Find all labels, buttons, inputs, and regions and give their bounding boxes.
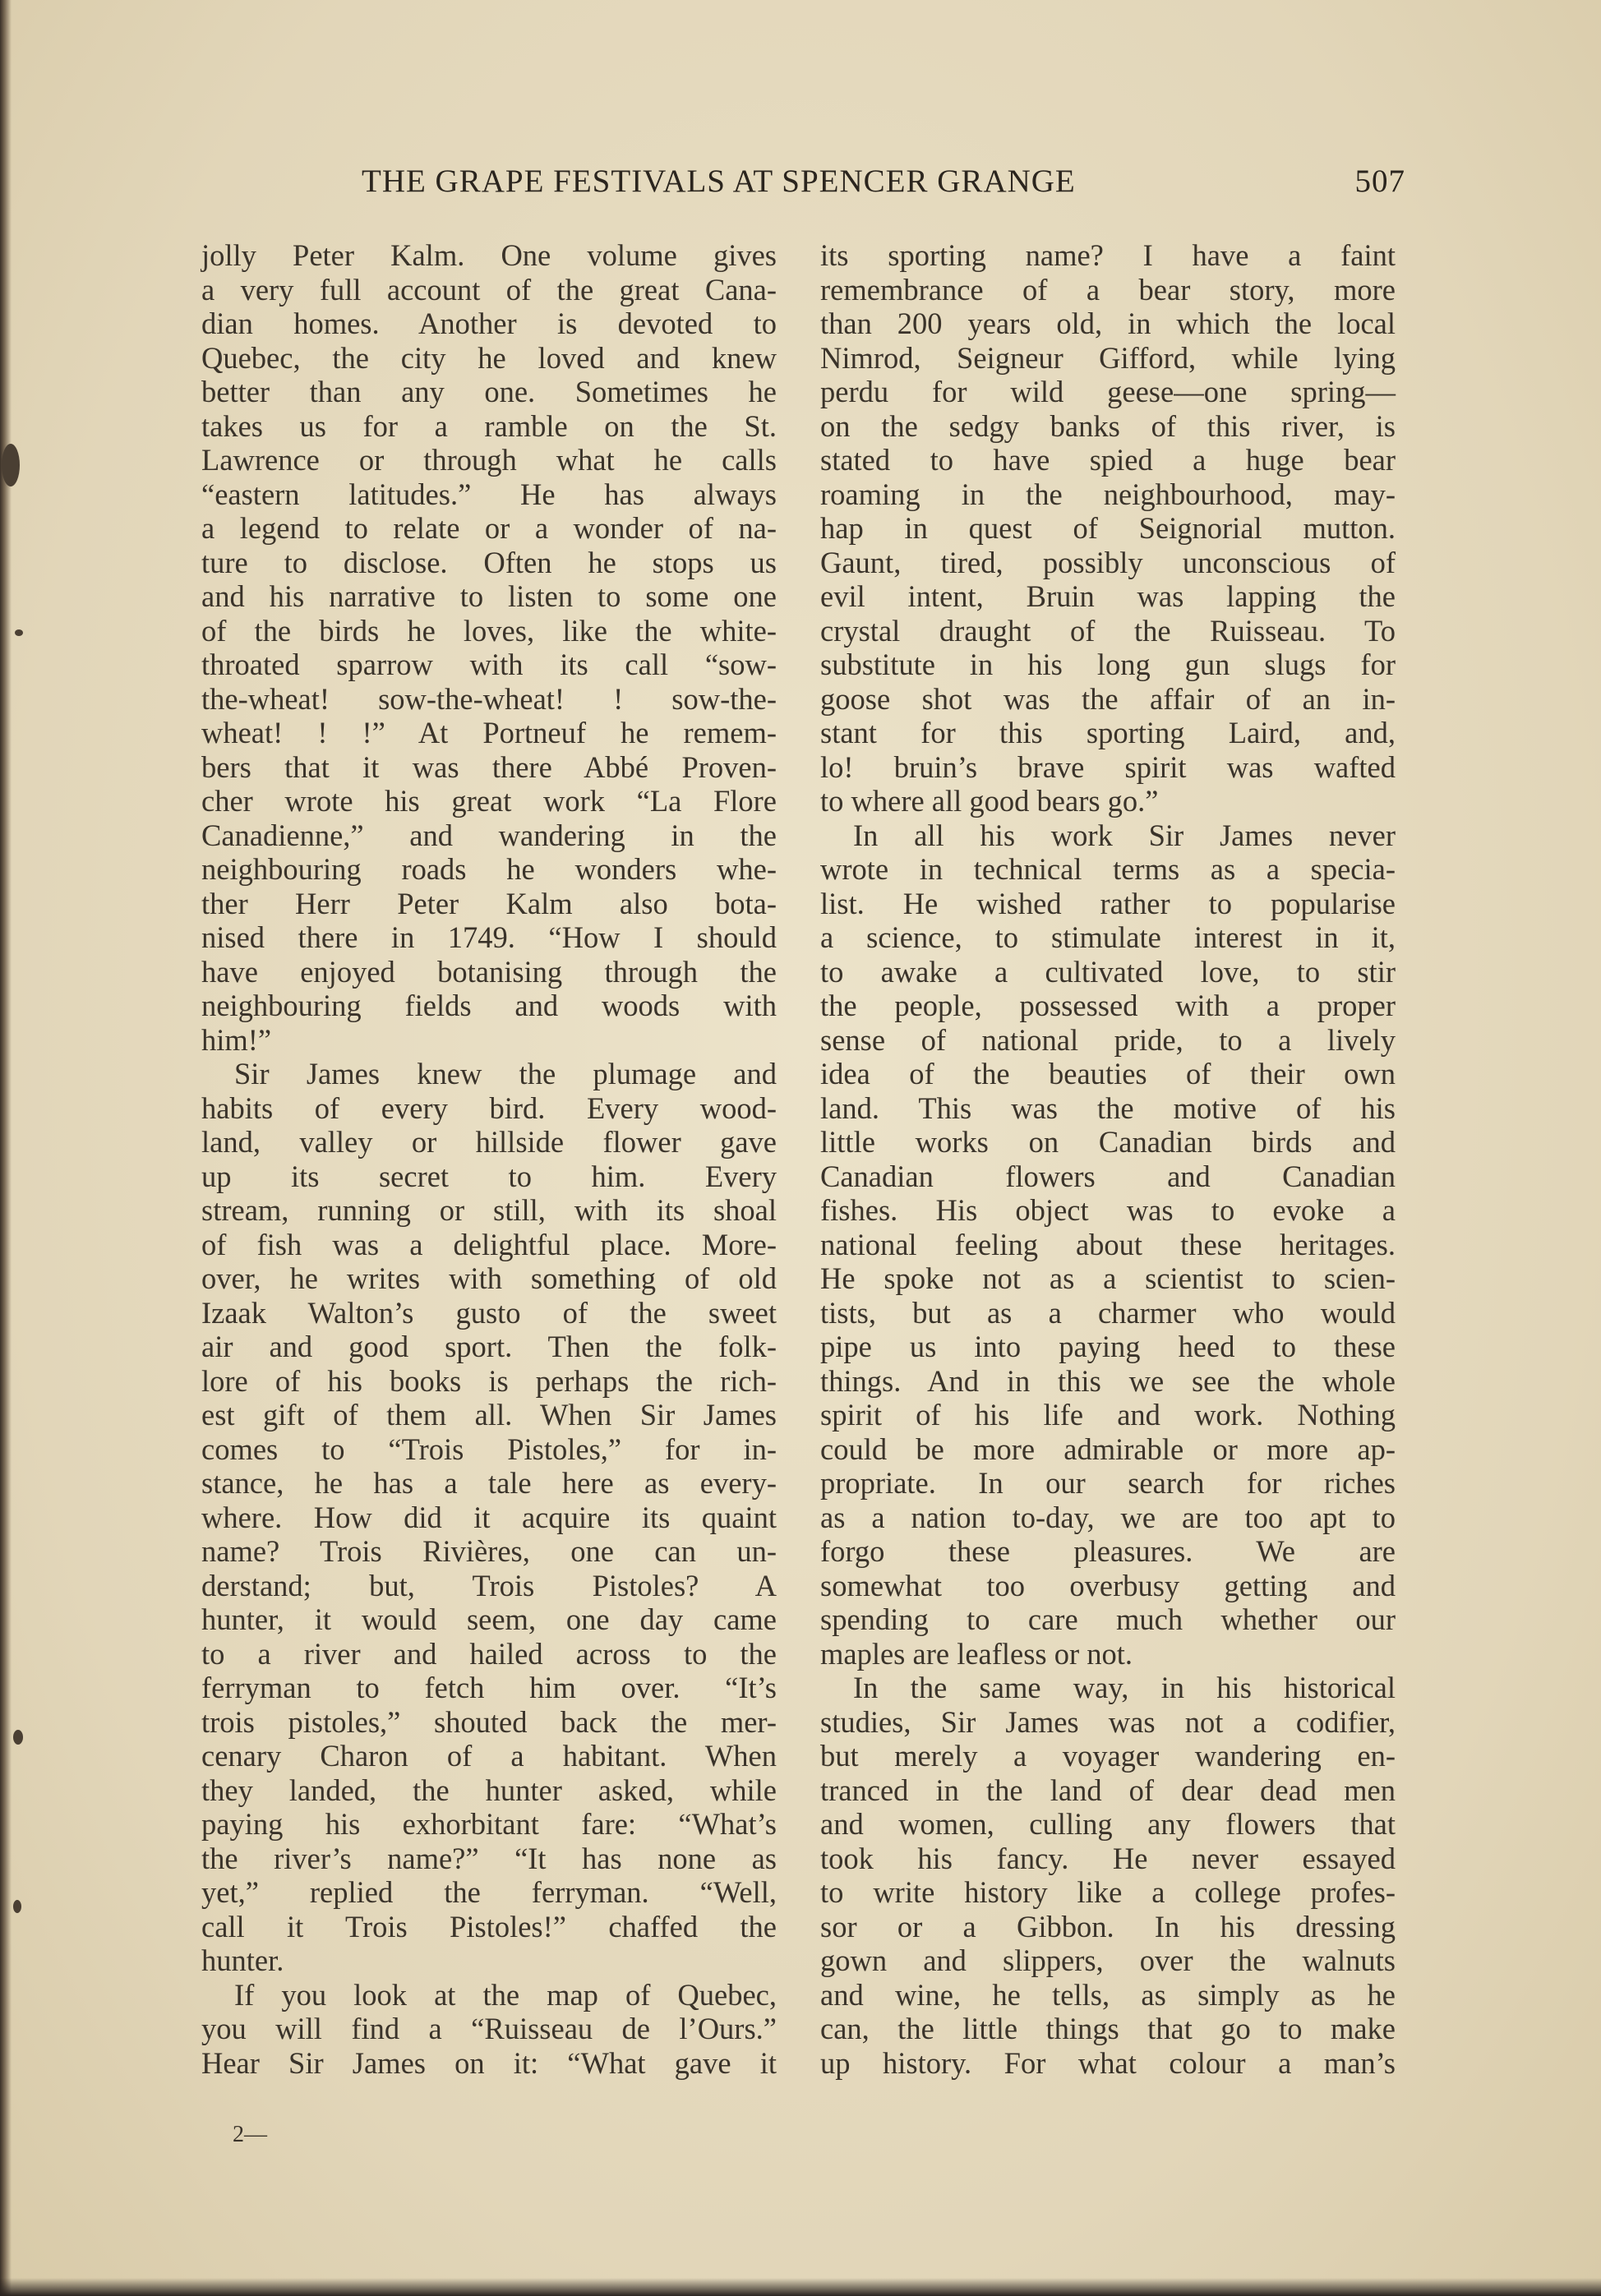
- text-line: to a river and hailed across to the: [201, 1636, 777, 1671]
- text-line: cher wrote his great work “La Flore: [201, 784, 777, 818]
- text-line: the-wheat! sow-the-wheat! ! sow-the-: [201, 681, 777, 716]
- text-line: somewhat too overbusy getting and: [820, 1568, 1396, 1602]
- text-line: Canadienne,” and wandering in the: [201, 818, 777, 852]
- text-line: Nimrod, Seigneur Gifford, while lying: [820, 340, 1396, 375]
- text-line: perdu for wild geese—one spring—: [820, 375, 1396, 408]
- text-line: to where all good bears go.”: [820, 784, 1159, 818]
- text-line: tists, but as a charmer who would: [820, 1295, 1396, 1330]
- text-line: national feeling about these heritages.: [820, 1227, 1396, 1261]
- ink-blot: [2, 444, 20, 486]
- text-line: things. And in this we see the whole: [820, 1363, 1396, 1398]
- text-line: better than any one. Sometimes he: [201, 375, 777, 408]
- text-line: can, the little things that go to make: [820, 2012, 1396, 2045]
- right-column: [820, 238, 1396, 2080]
- text-line: substitute in his long gun slugs for: [820, 648, 1396, 681]
- text-line: spending to care much whether our: [820, 1602, 1396, 1636]
- text-line: could be more admirable or more ap-: [820, 1432, 1396, 1466]
- text-line: to write history like a college profes-: [820, 1875, 1396, 1909]
- text-line: lo! bruin’s brave spirit was wafted: [820, 749, 1396, 784]
- text-line: the river’s name?” “It has none as: [201, 1841, 777, 1875]
- text-line: remembrance of a bear story, more: [820, 272, 1396, 307]
- running-title: THE GRAPE FESTIVALS AT SPENCER GRANGE: [362, 164, 1076, 199]
- text-line: Lawrence or through what he calls: [201, 443, 777, 477]
- text-line: have enjoyed botanising through the: [201, 954, 777, 989]
- text-line: Quebec, the city he loved and knew: [201, 340, 777, 375]
- text-line: bers that it was there Abbé Proven-: [201, 749, 777, 784]
- text-line: jolly Peter Kalm. One volume gives: [201, 238, 777, 272]
- text-line: yet,” replied the ferryman. “Well,: [201, 1875, 777, 1909]
- text-line: In all his work Sir James never: [853, 818, 1396, 852]
- text-line: Gaunt, tired, possibly unconscious of: [820, 545, 1396, 579]
- text-line: neighbouring fields and woods with: [201, 989, 777, 1022]
- text-line: little works on Canadian birds and: [820, 1125, 1396, 1159]
- text-line: wheat! ! !” At Portneuf he remem-: [201, 716, 777, 749]
- ink-spot: [13, 1730, 23, 1745]
- text-line: crystal draught of the Ruisseau. To: [820, 613, 1396, 648]
- text-line: and his narrative to listen to some one: [201, 579, 777, 613]
- left-column: [201, 238, 777, 2080]
- text-line: stant for this sporting Laird, and,: [820, 716, 1396, 749]
- text-line: a science, to stimulate interest in it,: [820, 920, 1396, 954]
- text-line: Canadian flowers and Canadian: [820, 1159, 1396, 1193]
- running-head: [362, 163, 1405, 212]
- page-number: 507: [1354, 164, 1405, 199]
- text-line: of the birds he loves, like the white-: [201, 613, 777, 648]
- text-line: If you look at the map of Quebec,: [234, 1977, 777, 2012]
- text-line: roaming in the neighbourhood, may-: [820, 477, 1396, 511]
- text-line: In the same way, in his historical: [853, 1671, 1396, 1704]
- text-line: name? Trois Rivières, one can un-: [201, 1534, 777, 1568]
- text-line: of fish was a delightful place. More-: [201, 1227, 777, 1261]
- text-line: paying his exhorbitant fare: “What’s: [201, 1807, 777, 1841]
- text-line: comes to “Trois Pistoles,” for in-: [201, 1432, 777, 1466]
- text-line: up its secret to him. Every: [201, 1159, 777, 1193]
- text-line: him!”: [201, 1022, 272, 1057]
- text-line: hap in quest of Seignorial mutton.: [820, 511, 1396, 545]
- text-line: nised there in 1749. “How I should: [201, 920, 777, 954]
- text-line: maples are leafless or not.: [820, 1636, 1133, 1671]
- text-line: the people, possessed with a proper: [820, 989, 1396, 1022]
- text-line: sor or a Gibbon. In his dressing: [820, 1909, 1396, 1943]
- text-line: stream, running or still, with its shoal: [201, 1193, 777, 1227]
- text-line: Izaak Walton’s gusto of the sweet: [201, 1295, 777, 1330]
- text-line: and women, culling any flowers that: [820, 1807, 1396, 1841]
- text-line: lore of his books is perhaps the rich-: [201, 1363, 777, 1398]
- text-line: idea of the beauties of their own: [820, 1057, 1396, 1090]
- text-line: land, valley or hillside flower gave: [201, 1125, 777, 1159]
- text-line: takes us for a ramble on the St.: [201, 408, 777, 443]
- text-line: studies, Sir James was not a codifier,: [820, 1704, 1396, 1739]
- text-line: Hear Sir James on it: “What gave it: [201, 2045, 777, 2080]
- text-line: cenary Charon of a habitant. When: [201, 1739, 777, 1773]
- text-line: dian homes. Another is devoted to: [201, 307, 777, 340]
- binding-edge: [0, 0, 12, 2296]
- text-line: on the sedgy banks of this river, is: [820, 408, 1396, 443]
- text-line: spirit of his life and work. Nothing: [820, 1398, 1396, 1432]
- text-line: you will find a “Ruisseau de l’Ours.”: [201, 2012, 777, 2045]
- text-line: neighbouring roads he wonders whe-: [201, 852, 777, 886]
- text-line: goose shot was the affair of an in-: [820, 681, 1396, 716]
- text-line: than 200 years old, in which the local: [820, 307, 1396, 340]
- text-line: up history. For what colour a man’s: [820, 2045, 1396, 2080]
- ink-spot: [15, 629, 23, 636]
- text-line: stance, he has a tale here as every-: [201, 1466, 777, 1500]
- text-line: a legend to relate or a wonder of na-: [201, 511, 777, 545]
- text-line: pipe us into paying heed to these: [820, 1330, 1396, 1363]
- text-line: as a nation to-day, we are too apt to: [820, 1500, 1396, 1534]
- text-line: air and good sport. Then the folk-: [201, 1330, 777, 1363]
- text-line: list. He wished rather to popularise: [820, 886, 1396, 920]
- text-line: over, he writes with something of old: [201, 1261, 777, 1295]
- text-line: ture to disclose. Often he stops us: [201, 545, 777, 579]
- text-line: “eastern latitudes.” He has always: [201, 477, 777, 511]
- text-line: propriate. In our search for riches: [820, 1466, 1396, 1500]
- ink-spot: [13, 1900, 21, 1913]
- text-line: habits of every bird. Every wood-: [201, 1090, 777, 1125]
- text-line: forgo these pleasures. We are: [820, 1534, 1396, 1568]
- text-line: to awake a cultivated love, to stir: [820, 954, 1396, 989]
- text-line: est gift of them all. When Sir James: [201, 1398, 777, 1432]
- text-line: tranced in the land of dear dead men: [820, 1773, 1396, 1807]
- text-line: stated to have spied a huge bear: [820, 443, 1396, 477]
- text-line: derstand; but, Trois Pistoles? A: [201, 1568, 777, 1602]
- text-line: throated sparrow with its call “sow-: [201, 648, 777, 681]
- text-line: ferryman to fetch him over. “It’s: [201, 1671, 777, 1704]
- text-line: fishes. His object was to evoke a: [820, 1193, 1396, 1227]
- text-line: where. How did it acquire its quaint: [201, 1500, 777, 1534]
- text-line: sense of national pride, to a lively: [820, 1022, 1396, 1057]
- bottom-edge: [0, 2278, 1601, 2296]
- text-line: wrote in technical terms as a specia-: [820, 852, 1396, 886]
- text-line: gown and slippers, over the walnuts: [820, 1943, 1396, 1977]
- text-line: and wine, he tells, as simply as he: [820, 1977, 1396, 2012]
- text-line: hunter, it would seem, one day came: [201, 1602, 777, 1636]
- text-line: He spoke not as a scientist to scien-: [820, 1261, 1396, 1295]
- text-line: evil intent, Bruin was lapping the: [820, 579, 1396, 613]
- text-line: a very full account of the great Cana-: [201, 272, 777, 307]
- text-line: hunter.: [201, 1943, 284, 1977]
- text-line: land. This was the motive of his: [820, 1090, 1396, 1125]
- text-line: trois pistoles,” shouted back the mer-: [201, 1704, 777, 1739]
- text-line: took his fancy. He never essayed: [820, 1841, 1396, 1875]
- text-line: its sporting name? I have a faint: [820, 238, 1396, 272]
- text-line: but merely a voyager wandering en-: [820, 1739, 1396, 1773]
- text-line: call it Trois Pistoles!” chaffed the: [201, 1909, 777, 1943]
- signature-mark: 2—: [233, 2122, 267, 2147]
- text-line: ther Herr Peter Kalm also bota-: [201, 886, 777, 920]
- text-line: they landed, the hunter asked, while: [201, 1773, 777, 1807]
- text-line: Sir James knew the plumage and: [234, 1057, 777, 1090]
